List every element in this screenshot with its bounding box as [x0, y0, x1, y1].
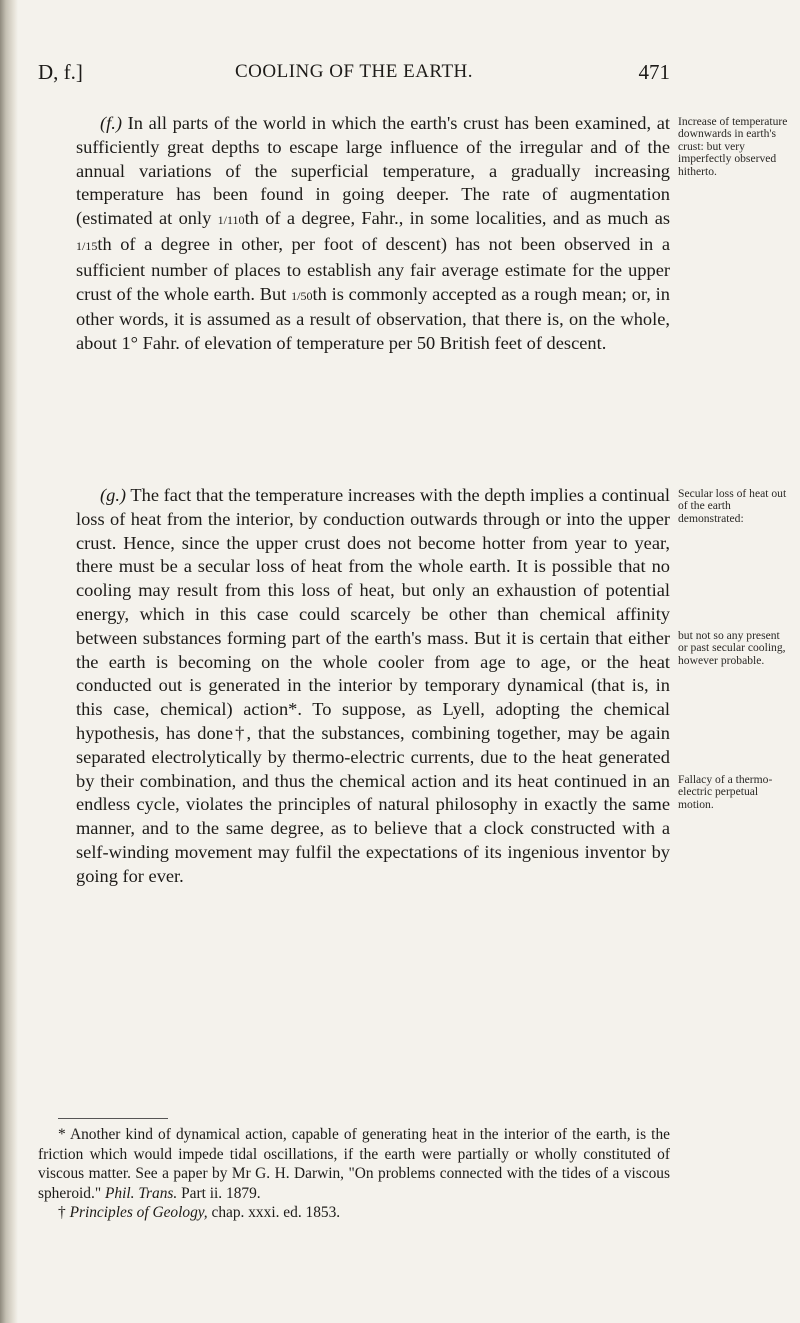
page-title: COOLING OF THE EARTH.: [234, 61, 474, 82]
paragraph-g-text-1: The fact that the temperature increases with the depth implies a continual loss of heat from the interior, by conduction outwards through or into the upper crust. Hence, since the upper crust does not become hotter from year to year, there must be a secular loss of heat from the whole earth. It is possible that no cooling may result from this loss of heat, but only an exhaustion of potential energy, which in this case could scarcely be other than chemical affinity between substances forming part of the earth's mass. But it is certain that either the earth is becoming on the whole cooler from age to age, or the heat conducted out is generated in the interior by temporary dynamical (that is, in this case, chemical) action: [76, 485, 670, 720]
footnote-ref-star[interactable]: *: [288, 699, 298, 720]
paragraph-g-label: (g.): [100, 485, 127, 505]
page-number: 471: [638, 60, 670, 84]
footnote-2-mark: †: [58, 1204, 66, 1222]
footnote-1-text: Another kind of dynamical action, capable of generating heat in the interior of the earth, is the friction which would impede tidal oscillations, if the earth were partially or wholly constituted of viscous matter. See a paper by Mr G. H. Darwin, "On problems connected with the tides of a viscous spheroid.": [38, 1126, 670, 1202]
book-binding-shadow: [0, 0, 18, 1323]
section-reference: D, f.]: [38, 60, 83, 84]
sidenote-secular-cooling: but not so any present or past secular cooling, however probable.: [678, 629, 786, 667]
footnote-divider: [58, 1118, 168, 1119]
footnote-1-mark: *: [58, 1126, 66, 1143]
footnote-1: [38, 1125, 670, 1203]
paragraph-f-text-2: th of a degree, Fahr., in some localities, and as much as: [244, 208, 671, 229]
sidenote-thermo-electric-fallacy: Fallacy of a thermo-electric perpetual motion.: [678, 773, 773, 811]
footnote-ref-dagger[interactable]: †: [233, 722, 247, 743]
footnote-2: [38, 1203, 670, 1223]
paragraph-f-text-1: In all parts of the world in which the earth's crust has been examined, at sufficiently great depths to escape large influence of the irregular and of the annual variations of the superficial temperature, a gradually increasing temperature has been found in going deeper. The rate of augmentation (estimated at only: [76, 113, 670, 229]
paragraph-f-label: (f.): [100, 113, 122, 133]
paragraph-g-text-2: . To suppose, as Lyell, adopting the chemical hypothesis, has done: [76, 699, 670, 743]
paragraph-f-text-3: th of a degree in other, per foot of descent) has not been observed in a sufficient number of places to establish any fair average estimate for the upper crust of the whole earth. But: [76, 233, 670, 304]
footnote-2-source: Principles of Geology,: [69, 1204, 208, 1222]
footnote-2-tail: chap. xxxi. ed. 1853.: [207, 1204, 341, 1222]
sidenote-increase-of-temperature: Increase of temperature downwards in earth's crust: but very imperfectly observed hitherto.: [678, 115, 788, 178]
paragraph-g-body: [76, 484, 670, 889]
footnote-1-tail: Part ii. 1879.: [177, 1184, 261, 1202]
paragraph-f-text-4: th is commonly accepted as a rough mean; or, in other words, it is assumed as a result of observation, that there is, on the whole, about 1° Fahr. of elevation of temperature per 50 British feet of descent.: [76, 283, 670, 354]
paragraph-g-text-3: , that the substances, combining together, may be again separated electrolytically by thermo-electric currents, due to the heat generated by their combination, and thus the chemical action and its heat continued in an endless cycle, violates the principles of natural philosophy in exactly the same manner, and to the same degree, as to believe that a clock constructed with a self-winding movement may fulfil the expectations of its ingenious inventor by going for ever.: [76, 722, 670, 886]
paragraph-f-body: [76, 112, 670, 356]
footnotes: [38, 1118, 670, 1223]
running-header: [38, 60, 670, 90]
sidenote-secular-loss: Secular loss of heat out of the earth demonstrated:: [678, 487, 787, 525]
paragraph-f: [76, 112, 670, 356]
paragraph-g: [76, 484, 670, 889]
fraction-1-15: 1/15: [76, 238, 98, 253]
footnote-1-source: Phil. Trans.: [104, 1184, 178, 1202]
fraction-1-50: 1/50: [291, 288, 313, 303]
fraction-1-110: 1/110: [217, 213, 245, 228]
